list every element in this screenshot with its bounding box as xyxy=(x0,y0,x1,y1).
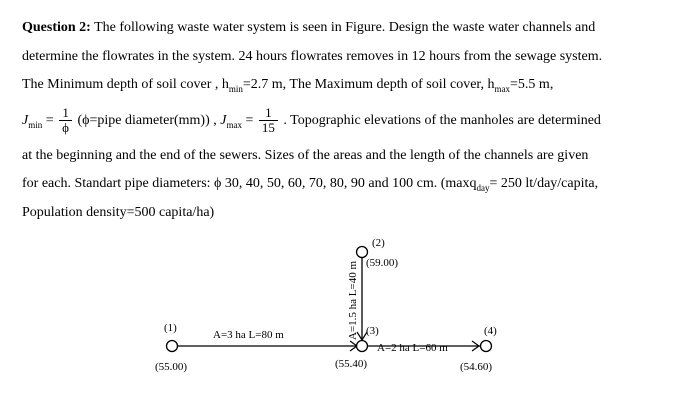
node-4-label: (4) xyxy=(484,325,497,337)
pipe-3-4-label: A=2 ha L=60 m xyxy=(377,342,448,354)
line-text: = 250 lt/day/capita, xyxy=(489,176,599,191)
subscript: min xyxy=(228,83,243,94)
denominator: 15 xyxy=(261,119,275,135)
subscript: max xyxy=(226,119,242,130)
manhole-3 xyxy=(357,341,368,352)
manhole-4 xyxy=(481,341,492,352)
manhole-1 xyxy=(167,341,178,352)
node-1-label: (1) xyxy=(164,322,177,334)
node-1-elevation: (55.00) xyxy=(155,361,188,373)
line-text: (ϕ=pipe diameter(mm)) , xyxy=(77,112,217,128)
line-text: . Topographic elevations of the manholes are determined xyxy=(283,112,601,128)
jmin-symbol: J xyxy=(22,112,29,128)
question-line-4: $J_{min}$ = $\frac{1}{\phi}$ (ϕ=pipe diameter(mm)) , $J_{max}$ = $\frac{1}{15}$ . Topographic elevations of the manholes are determined xyxy=(22,104,601,135)
subscript: max xyxy=(494,83,511,94)
node-2-label: (2) xyxy=(372,237,385,249)
line-text: for each. Standart pipe diameters: ϕ 30, 40, 50, 60, 70, 80, 90 and 100 cm. (maxq xyxy=(22,176,477,191)
line-text: =2.7 m, The Maximum depth of soil cover, h xyxy=(242,77,495,92)
line-text: Population density=500 capita/ha) xyxy=(22,204,215,220)
node-4-elevation: (54.60) xyxy=(460,361,493,373)
numerator: 1 xyxy=(259,106,278,121)
numerator: 1 xyxy=(59,106,72,121)
node-2-elevation: (59.00) xyxy=(366,257,399,269)
node-3-elevation: (55.40) xyxy=(335,358,368,370)
line-text: at the beginning and the end of the sewers. Sizes of the areas and the length of the channels are given xyxy=(22,147,589,163)
manhole-2 xyxy=(357,247,368,258)
pipe-2-3-label: A=1.5 ha L=40 m xyxy=(347,260,359,340)
jmax-symbol: J xyxy=(220,112,227,128)
question-label: Question 2: xyxy=(22,20,91,35)
line-text: =5.5 m, xyxy=(510,77,554,92)
line-text: The Minimum depth of soil cover , h xyxy=(22,77,229,92)
pipe-1-3-label: A=3 ha L=80 m xyxy=(213,329,284,341)
subscript: min xyxy=(28,119,43,130)
line-text: The following waste water system is seen in Figure. Design the waste water channels and xyxy=(90,20,596,35)
line-text: determine the flowrates in the system. 24 hours flowrates removes in 12 hours from the sewage system. xyxy=(22,48,603,64)
subscript: day xyxy=(476,182,490,193)
denominator: ϕ xyxy=(62,119,69,135)
node-3-label: (3) xyxy=(366,325,379,337)
